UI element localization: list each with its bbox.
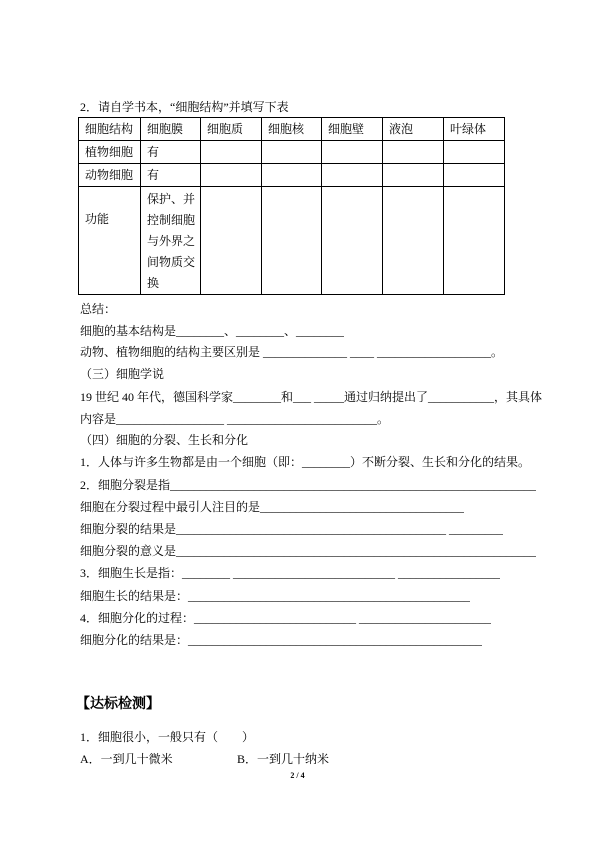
question-line: 1．人体与许多生物都是由一个细胞（即：________）不断分裂、生长和分化的结果。	[80, 455, 531, 469]
answer-option-a: A．一到几十微米	[80, 752, 173, 766]
table-header-cell: 细胞核	[262, 118, 322, 141]
table-cell	[262, 164, 322, 187]
table-row-label: 功能	[85, 212, 110, 226]
table-header-row	[79, 118, 505, 141]
table-cell	[262, 187, 322, 295]
table-header-cell: 细胞质	[201, 118, 262, 141]
table-cell	[383, 141, 444, 164]
answer-option-b: B．一到几十纳米	[237, 752, 330, 766]
membrane-function-text: 保护、并控制细胞与外界之间物质交换	[147, 192, 196, 290]
cell-theory-heading: （三）细胞学说	[80, 367, 165, 381]
table-cell	[444, 187, 505, 295]
table-cell	[444, 141, 505, 164]
assessment-heading: 【达标检测】	[76, 697, 160, 712]
table-cell	[201, 164, 262, 187]
table-cell	[322, 187, 383, 295]
cell-theory-line: 内容是__________________ _________________________。	[80, 412, 390, 426]
question-line: 细胞分化的结果是：_________________________________________________	[80, 633, 483, 647]
table-cell: 有	[141, 164, 201, 187]
table-header-cell: 细胞结构	[79, 118, 141, 141]
assessment-question: 1．细胞很小，一般只有（ ）	[80, 730, 255, 744]
summary-heading: 总结：	[80, 302, 117, 316]
page-number: 2 / 4	[290, 771, 305, 780]
table-cell	[201, 141, 262, 164]
question-line: 细胞分裂的意义是____________________________________________________________	[80, 544, 537, 558]
cell-theory-line: 19 世纪 40 年代，德国科学家________和___ _____通过归纳提出了___________，其具体	[80, 390, 543, 404]
table-cell	[201, 187, 262, 295]
table-header-cell: 细胞壁	[322, 118, 383, 141]
question-line: 细胞分裂的结果是_____________________________________________ _________	[80, 522, 504, 536]
question-line: 3．细胞生长是指：________ ___________________________ _________________	[80, 566, 501, 580]
summary-difference-line: 动物、植物细胞的结构主要区别是 ______________ ____ ___________________。	[80, 345, 504, 359]
table-row-function	[79, 187, 505, 295]
table-row-plant-cell	[79, 141, 505, 164]
table-row-label: 植物细胞	[79, 141, 141, 164]
table-header-cell: 液泡	[383, 118, 444, 141]
table-cell	[383, 164, 444, 187]
growth-heading: （四）细胞的分裂、生长和分化	[80, 433, 249, 447]
table-cell: 有	[141, 141, 201, 164]
table-header-cell: 叶绿体	[444, 118, 505, 141]
question-line: 4．细胞分化的过程：___________________________ ______________________	[80, 611, 492, 625]
question-line: 细胞在分裂过程中最引人注目的是__________________________________	[80, 500, 465, 514]
table-row-label: 动物细胞	[79, 164, 141, 187]
question-line: 细胞生长的结果是：_______________________________________________	[80, 589, 471, 603]
question-line: 2．细胞分裂是指_____________________________________________________________	[80, 478, 537, 492]
table-cell	[322, 141, 383, 164]
table-row-animal-cell	[79, 164, 505, 187]
summary-structure-line: 细胞的基本结构是________、________、________	[80, 324, 345, 338]
table-row-label-cell	[79, 187, 141, 295]
table-header-cell: 细胞膜	[141, 118, 201, 141]
table-cell	[141, 187, 201, 295]
table-intro: 2．请自学书本，“细胞结构”并填写下表	[80, 100, 289, 114]
table-cell	[262, 141, 322, 164]
table-cell	[383, 187, 444, 295]
cell-structure-table	[78, 117, 505, 295]
table-cell	[322, 164, 383, 187]
table-cell	[444, 164, 505, 187]
